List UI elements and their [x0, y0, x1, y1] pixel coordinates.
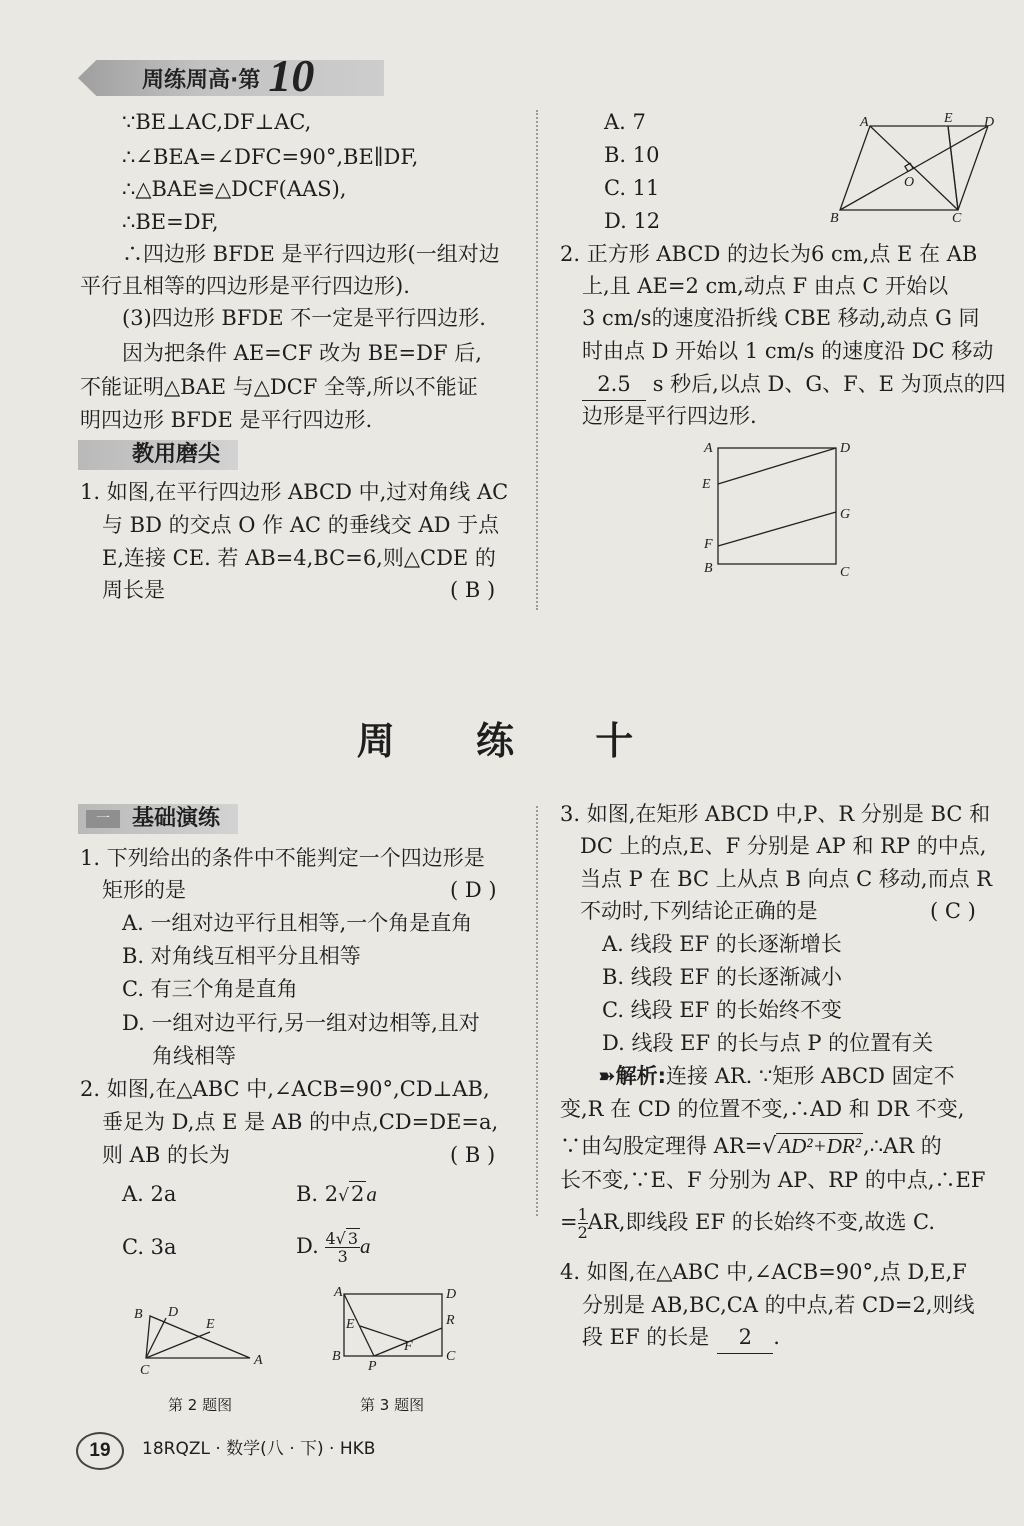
section-title-jiaoyong: 教用磨尖	[132, 442, 221, 467]
analysis-line: ∵由勾股定理得 AR=√AD²+DR²,∴AR 的	[560, 1134, 942, 1159]
answer-choice: ( C )	[930, 899, 976, 923]
question-line: 段 EF 的长是 2 .	[582, 1321, 780, 1354]
analysis-line: = $\frac{1}{2}$ AR,即线段 EF 的长始终不变,故选 C.	[560, 1205, 936, 1242]
solution-line: (3)四边形 BFDE 不一定是平行四边形.	[122, 306, 486, 330]
label-R: R	[446, 1313, 455, 1328]
question-line: 4. 如图,在△ABC 中,∠ACB=90°,点 D,E,F	[560, 1260, 967, 1284]
label-C: C	[140, 1363, 150, 1376]
solution-line: 明四边形 BFDE 是平行四边形.	[80, 408, 373, 432]
solution-line: ∴△BAE≌△DCF(AAS),	[122, 177, 347, 201]
label-D: D	[168, 1305, 179, 1320]
question-line: 当点 P 在 BC 上从点 B 向点 C 移动,而点 R	[580, 867, 993, 891]
figure-caption: 第 2 题图	[168, 1396, 233, 1414]
page-title: 周 练 十	[356, 719, 668, 763]
label-E: E	[346, 1317, 355, 1332]
label-C: C	[840, 565, 850, 580]
question-line: 与 BD 的交点 O 作 AC 的垂线交 AD 于点	[102, 513, 500, 537]
label-G: G	[840, 507, 851, 522]
label-A: A	[254, 1353, 263, 1368]
label-A: A	[704, 441, 713, 456]
option: D. 线段 EF 的长与点 P 的位置有关	[602, 1031, 934, 1055]
question-text: s 秒后,以点 D、G、F、E 为顶点的四	[652, 372, 1006, 396]
answer-choice: ( D )	[450, 878, 497, 902]
column-divider	[536, 110, 538, 610]
answer-blank: 2	[717, 1321, 773, 1354]
solution-line: ∵BE⊥AC,DF⊥AC,	[122, 110, 312, 134]
option: C. 有三个角是直角	[122, 977, 298, 1001]
option: A. 2a	[122, 1182, 177, 1206]
option: D. 12	[604, 209, 661, 233]
answer-choice: ( B )	[450, 1143, 496, 1167]
label-A: A	[860, 115, 869, 130]
solution-line: ∴BE=DF,	[122, 210, 219, 234]
answer-choice: ( B )	[450, 578, 496, 602]
solution-line: ∴四边形 BFDE 是平行四边形(一组对边	[122, 242, 500, 266]
label-A: A	[334, 1285, 343, 1300]
label-E: E	[944, 111, 953, 126]
question-line: 周长是	[102, 578, 165, 602]
footer-text: 18RQZL · 数学(八 · 下) · HKB	[142, 1439, 376, 1459]
question-line: 3. 如图,在矩形 ABCD 中,P、R 分别是 BC 和	[560, 802, 991, 826]
option: B. 10	[604, 143, 660, 167]
question-line: 3 cm/s的速度沿折线 CBE 移动,动点 G 同	[582, 306, 980, 330]
option: A. 一组对边平行且相等,一个角是直角	[122, 911, 473, 935]
label-D: D	[446, 1287, 457, 1302]
label-C: C	[952, 211, 962, 226]
option: C. 3a	[122, 1235, 177, 1259]
analysis-line: ➽解析:连接 AR. ∵矩形 ABCD 固定不	[598, 1064, 955, 1088]
solution-line: 不能证明△BAE 与△DCF 全等,所以不能证	[80, 375, 478, 399]
question-line: 上,且 AE=2 cm,动点 F 由点 C 开始以	[582, 274, 949, 298]
analysis-icon: ➽	[598, 1064, 616, 1088]
question-line: 则 AB 的长为	[102, 1143, 230, 1167]
option: B. 线段 EF 的长逐渐减小	[602, 965, 843, 989]
solution-line: ∴∠BEA=∠DFC=90°,BE∥DF,	[122, 145, 419, 169]
question-line: 1. 下列给出的条件中不能判定一个四边形是	[80, 846, 485, 870]
label-D: D	[840, 441, 851, 456]
section-badge: 一	[86, 810, 120, 828]
label-B: B	[830, 211, 839, 226]
figure-caption: 第 3 题图	[360, 1396, 425, 1414]
analysis-line: 变,R 在 CD 的位置不变,∴AD 和 DR 不变,	[560, 1097, 965, 1121]
question-line: 分别是 AB,BC,CA 的中点,若 CD=2,则线	[582, 1293, 975, 1317]
solution-line: 因为把条件 AE=CF 改为 BE=DF 后,	[122, 341, 482, 365]
analysis-line: 长不变,∵E、F 分别为 AP、RP 的中点,∴EF	[560, 1168, 986, 1192]
option: C. 线段 EF 的长始终不变	[602, 998, 842, 1022]
label-F: F	[404, 1339, 413, 1354]
header-title: 周练周高·第 10	[142, 50, 315, 101]
question-line: 1. 如图,在平行四边形 ABCD 中,过对角线 AC	[80, 480, 509, 504]
label-D: D	[984, 115, 995, 130]
question-line: 2. 正方形 ABCD 的边长为6 cm,点 E 在 AB	[560, 242, 978, 266]
question-line: 2. 如图,在△ABC 中,∠ACB=90°,CD⊥AB,	[80, 1077, 490, 1101]
question-line: 垂足为 D,点 E 是 AB 的中点,CD=DE=a,	[102, 1110, 499, 1134]
label-B: B	[332, 1349, 341, 1364]
label-E: E	[206, 1317, 215, 1332]
figure-2	[126, 1298, 276, 1376]
option: C. 11	[604, 176, 660, 200]
figure-parallelogram	[824, 108, 1004, 232]
question-line: DC 上的点,E、F 分别是 AP 和 RP 的中点,	[580, 834, 987, 858]
option: D. 一组对边平行,另一组对边相等,且对	[122, 1011, 480, 1035]
section-title-jichu: 基础演练	[132, 806, 221, 831]
question-line: 不动时,下列结论正确的是	[580, 899, 818, 923]
label-E: E	[702, 477, 711, 492]
question-line: 时由点 D 开始以 1 cm/s 的速度沿 DC 移动	[582, 339, 994, 363]
label-F: F	[704, 537, 713, 552]
figure-3	[326, 1282, 476, 1374]
option: A. 线段 EF 的长逐渐增长	[602, 932, 842, 956]
option: B. 对角线互相平分且相等	[122, 944, 361, 968]
question-line: 边形是平行四边形.	[582, 404, 757, 428]
question-line: 矩形的是	[102, 878, 186, 902]
option: A. 7	[604, 110, 646, 134]
label-B: B	[704, 561, 713, 576]
question-line: E,连接 CE. 若 AB=4,BC=6,则△CDE 的	[102, 546, 496, 570]
option: 角线相等	[152, 1044, 236, 1068]
label-O: O	[904, 175, 915, 190]
column-divider	[536, 806, 538, 1216]
option: B. 2√2a	[296, 1182, 377, 1206]
figure-square	[698, 436, 858, 580]
label-P: P	[368, 1359, 377, 1374]
label-C: C	[446, 1349, 456, 1364]
answer-blank: 2.5	[582, 368, 646, 401]
solution-line: 平行且相等的四边形是平行四边形).	[80, 274, 410, 298]
page-number: 19	[76, 1432, 124, 1470]
option: D. $\frac{4√ 3}{3}$ a	[296, 1229, 371, 1266]
label-B: B	[134, 1307, 143, 1322]
